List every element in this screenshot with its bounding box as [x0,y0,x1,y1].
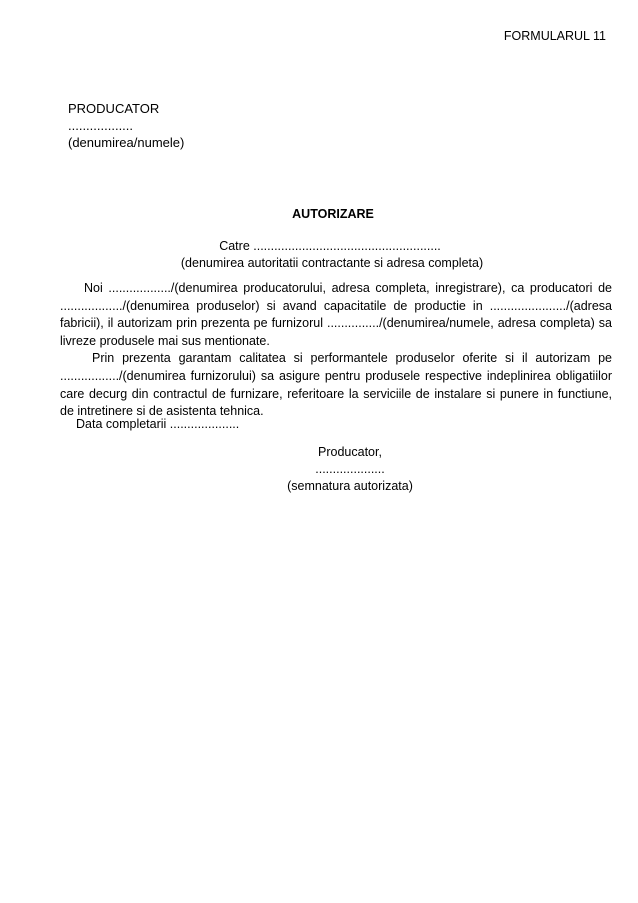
signature-note: (semnatura autorizata) [287,479,413,493]
recipient-block [0,238,638,272]
signature-label: Producator, [318,445,382,459]
document-title: AUTORIZARE [292,207,374,221]
signature-block [230,444,470,495]
body-text [60,280,612,421]
completion-date-line: Data completarii .................... [76,417,240,431]
producer-note: (denumirea/numele) [68,135,185,150]
body-paragraph-2: Prin prezenta garantam calitatea si performantele produselor oferite si il autorizam pe ................./(denumirea furnizorului) sa asigure pentru produsele respective indeplinirea obligatiilor care decurg din contractul de furnizare, referitoare la serviciile de instalare si punere in functiune, de intretinere si de asistenta tehnica. [60,351,612,419]
recipient-description: (denumirea autoritatii contractante si adresa completa) [180,256,484,270]
recipient-line: Catre ...................................................... [219,239,441,253]
form-number: FORMULARUL 11 [503,29,606,43]
producer-placeholder: .................. [68,118,134,133]
producer-label: PRODUCATOR [68,101,160,116]
body-paragraph-1: Noi ................../(denumirea producatorului, adresa completa, inregistrare), ca producatori de ................../(denumirea produselor) si avand capacitatile de productie in ....................../(adresa fabricii), il autorizam prin prezenta pe furnizorul .............../(denumirea/numele, adresa completa) sa livreze produsele mai sus mentionate. [60,281,612,348]
signature-placeholder: .................... [315,462,385,476]
producer-block [68,100,184,151]
